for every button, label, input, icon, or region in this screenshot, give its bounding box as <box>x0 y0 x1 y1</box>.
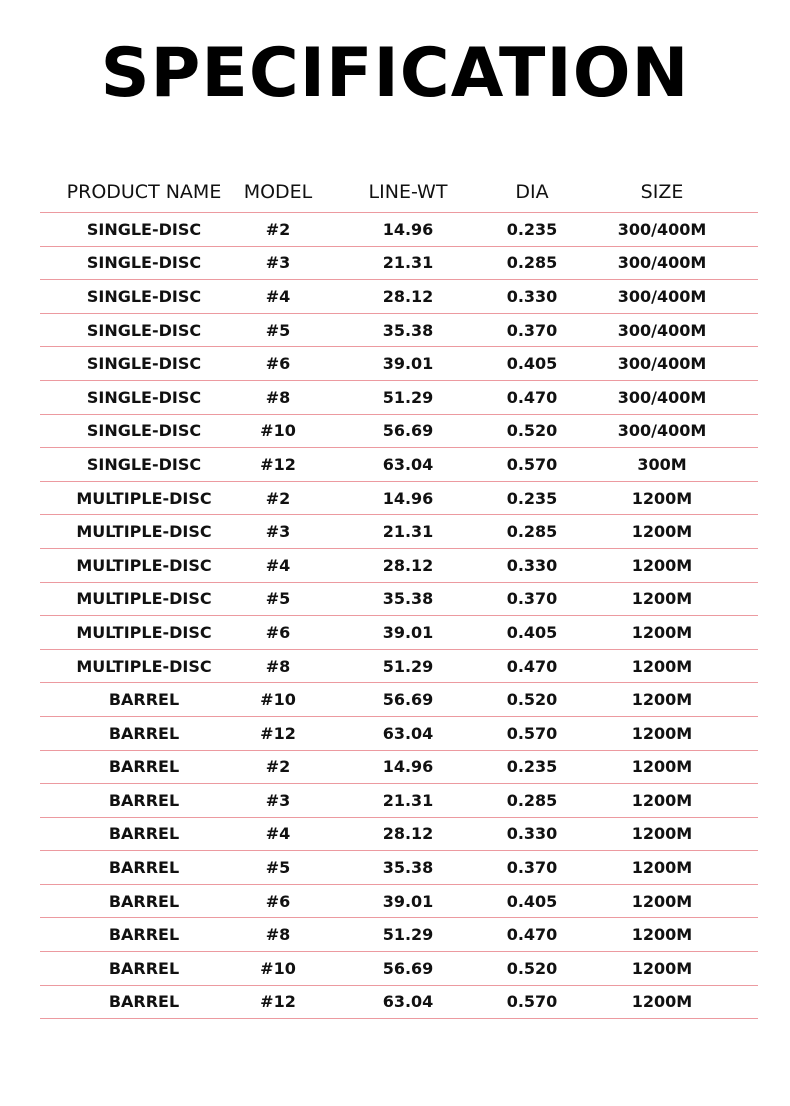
line-wt-cell: 56.69 <box>382 958 434 978</box>
model-cell: #3 <box>265 253 291 273</box>
table-row <box>40 650 758 684</box>
dia-cell: 0.285 <box>506 253 558 273</box>
model-cell: #3 <box>265 522 291 542</box>
line-wt-cell: 39.01 <box>382 891 434 911</box>
dia-cell: 0.570 <box>506 454 558 474</box>
size-cell: 1200M <box>631 656 693 676</box>
model-cell: #8 <box>265 925 291 945</box>
table-row <box>40 247 758 281</box>
table-row <box>40 986 758 1020</box>
line-wt-cell: 63.04 <box>382 992 434 1012</box>
product-name-cell: BARREL <box>108 824 180 844</box>
table-row <box>40 784 758 818</box>
line-wt-cell: 51.29 <box>382 656 434 676</box>
table-row <box>40 885 758 919</box>
model-cell: #12 <box>260 723 296 743</box>
line-wt-cell: 39.01 <box>382 622 434 642</box>
product-name-cell: BARREL <box>108 690 180 710</box>
dia-cell: 0.405 <box>506 891 558 911</box>
model-cell: #5 <box>265 320 291 340</box>
model-cell: #2 <box>265 219 291 239</box>
table-row <box>40 616 758 650</box>
dia-cell: 0.370 <box>506 858 558 878</box>
product-name-cell: BARREL <box>108 958 180 978</box>
model-cell: #5 <box>265 858 291 878</box>
size-cell: 1200M <box>631 555 693 575</box>
size-cell: 300/400M <box>617 253 707 273</box>
product-name-cell: BARREL <box>108 992 180 1012</box>
model-cell: #4 <box>265 555 291 575</box>
dia-cell: 0.330 <box>506 286 558 306</box>
product-name-cell: SINGLE-DISC <box>86 253 202 273</box>
size-cell: 1200M <box>631 958 693 978</box>
size-cell: 1200M <box>631 488 693 508</box>
size-cell: 300M <box>637 454 687 474</box>
size-cell: 1200M <box>631 690 693 710</box>
table-row <box>40 549 758 583</box>
product-name-cell: SINGLE-DISC <box>86 320 202 340</box>
dia-cell: 0.570 <box>506 723 558 743</box>
size-cell: 300/400M <box>617 219 707 239</box>
size-cell: 300/400M <box>617 320 707 340</box>
product-name-cell: SINGLE-DISC <box>86 421 202 441</box>
product-name-cell: SINGLE-DISC <box>86 219 202 239</box>
model-cell: #12 <box>260 992 296 1012</box>
table-row <box>40 381 758 415</box>
table-row <box>40 482 758 516</box>
model-cell: #12 <box>260 454 296 474</box>
table-header <box>40 172 758 213</box>
line-wt-cell: 51.29 <box>382 925 434 945</box>
line-wt-cell: 63.04 <box>382 723 434 743</box>
line-wt-cell: 35.38 <box>382 320 434 340</box>
dia-cell: 0.370 <box>506 589 558 609</box>
line-wt-cell: 35.38 <box>382 589 434 609</box>
product-name-cell: MULTIPLE-DISC <box>76 488 212 508</box>
product-name-cell: MULTIPLE-DISC <box>76 522 212 542</box>
product-name-cell: SINGLE-DISC <box>86 387 202 407</box>
dia-cell: 0.330 <box>506 824 558 844</box>
model-cell: #6 <box>265 622 291 642</box>
dia-cell: 0.520 <box>506 958 558 978</box>
column-header-product-name: PRODUCT NAME <box>66 181 222 203</box>
table-row <box>40 818 758 852</box>
size-cell: 300/400M <box>617 387 707 407</box>
dia-cell: 0.470 <box>506 925 558 945</box>
table-row <box>40 515 758 549</box>
table-row <box>40 347 758 381</box>
line-wt-cell: 21.31 <box>382 790 434 810</box>
model-cell: #5 <box>265 589 291 609</box>
line-wt-cell: 56.69 <box>382 421 434 441</box>
product-name-cell: BARREL <box>108 790 180 810</box>
size-cell: 1200M <box>631 858 693 878</box>
size-cell: 1200M <box>631 891 693 911</box>
dia-cell: 0.285 <box>506 522 558 542</box>
spec-table <box>40 172 758 1019</box>
dia-cell: 0.470 <box>506 387 558 407</box>
table-row <box>40 717 758 751</box>
line-wt-cell: 14.96 <box>382 219 434 239</box>
table-row <box>40 314 758 348</box>
table-row <box>40 851 758 885</box>
dia-cell: 0.405 <box>506 354 558 374</box>
size-cell: 300/400M <box>617 421 707 441</box>
product-name-cell: MULTIPLE-DISC <box>76 555 212 575</box>
column-header-model: MODEL <box>243 181 313 203</box>
model-cell: #3 <box>265 790 291 810</box>
table-row <box>40 280 758 314</box>
line-wt-cell: 21.31 <box>382 253 434 273</box>
column-header-size: SIZE <box>640 181 684 203</box>
dia-cell: 0.405 <box>506 622 558 642</box>
size-cell: 1200M <box>631 790 693 810</box>
table-body <box>40 213 758 1019</box>
model-cell: #10 <box>260 690 296 710</box>
size-cell: 1200M <box>631 757 693 777</box>
product-name-cell: BARREL <box>108 723 180 743</box>
table-row <box>40 448 758 482</box>
dia-cell: 0.570 <box>506 992 558 1012</box>
dia-cell: 0.370 <box>506 320 558 340</box>
size-cell: 300/400M <box>617 286 707 306</box>
product-name-cell: MULTIPLE-DISC <box>76 622 212 642</box>
product-name-cell: MULTIPLE-DISC <box>76 589 212 609</box>
column-header-line-wt: LINE-WT <box>368 181 448 203</box>
product-name-cell: BARREL <box>108 757 180 777</box>
dia-cell: 0.235 <box>506 488 558 508</box>
size-cell: 1200M <box>631 824 693 844</box>
product-name-cell: SINGLE-DISC <box>86 354 202 374</box>
line-wt-cell: 28.12 <box>382 555 434 575</box>
line-wt-cell: 14.96 <box>382 757 434 777</box>
dia-cell: 0.520 <box>506 690 558 710</box>
table-row <box>40 683 758 717</box>
dia-cell: 0.520 <box>506 421 558 441</box>
size-cell: 1200M <box>631 622 693 642</box>
line-wt-cell: 63.04 <box>382 454 434 474</box>
line-wt-cell: 39.01 <box>382 354 434 374</box>
line-wt-cell: 51.29 <box>382 387 434 407</box>
model-cell: #10 <box>260 958 296 978</box>
line-wt-cell: 14.96 <box>382 488 434 508</box>
page-title: SPECIFICATION <box>100 34 690 113</box>
product-name-cell: BARREL <box>108 858 180 878</box>
size-cell: 1200M <box>631 925 693 945</box>
dia-cell: 0.235 <box>506 219 558 239</box>
product-name-cell: BARREL <box>108 925 180 945</box>
model-cell: #2 <box>265 757 291 777</box>
size-cell: 300/400M <box>617 354 707 374</box>
table-row <box>40 415 758 449</box>
product-name-cell: SINGLE-DISC <box>86 454 202 474</box>
line-wt-cell: 28.12 <box>382 824 434 844</box>
table-row <box>40 583 758 617</box>
product-name-cell: MULTIPLE-DISC <box>76 656 212 676</box>
size-cell: 1200M <box>631 589 693 609</box>
model-cell: #6 <box>265 354 291 374</box>
model-cell: #8 <box>265 656 291 676</box>
dia-cell: 0.470 <box>506 656 558 676</box>
line-wt-cell: 21.31 <box>382 522 434 542</box>
table-row <box>40 952 758 986</box>
dia-cell: 0.285 <box>506 790 558 810</box>
dia-cell: 0.330 <box>506 555 558 575</box>
product-name-cell: BARREL <box>108 891 180 911</box>
model-cell: #10 <box>260 421 296 441</box>
model-cell: #2 <box>265 488 291 508</box>
table-row <box>40 918 758 952</box>
size-cell: 1200M <box>631 522 693 542</box>
size-cell: 1200M <box>631 723 693 743</box>
table-row <box>40 751 758 785</box>
line-wt-cell: 35.38 <box>382 858 434 878</box>
model-cell: #6 <box>265 891 291 911</box>
product-name-cell: SINGLE-DISC <box>86 286 202 306</box>
model-cell: #4 <box>265 286 291 306</box>
dia-cell: 0.235 <box>506 757 558 777</box>
column-header-dia: DIA <box>515 181 549 203</box>
size-cell: 1200M <box>631 992 693 1012</box>
line-wt-cell: 28.12 <box>382 286 434 306</box>
model-cell: #8 <box>265 387 291 407</box>
model-cell: #4 <box>265 824 291 844</box>
line-wt-cell: 56.69 <box>382 690 434 710</box>
table-row <box>40 213 758 247</box>
